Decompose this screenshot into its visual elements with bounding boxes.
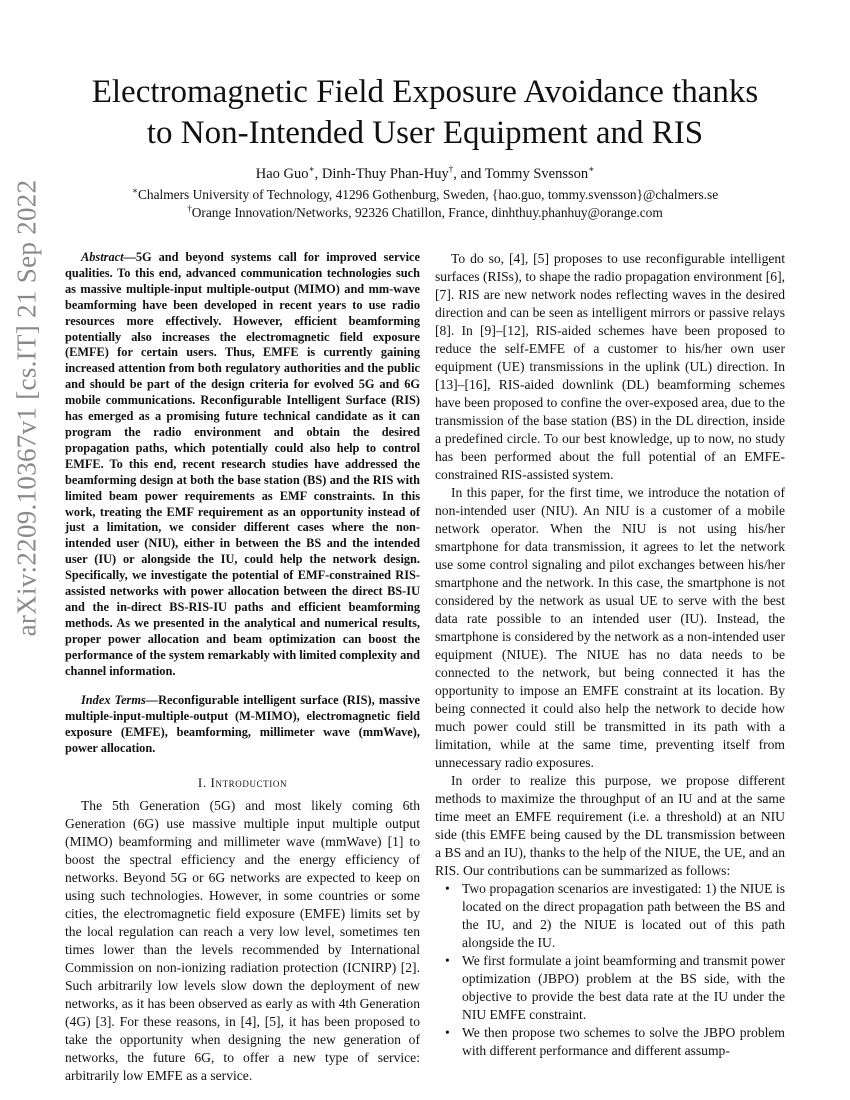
section-heading-introduction xyxy=(65,775,420,791)
abstract xyxy=(65,250,420,679)
index-terms xyxy=(65,693,420,757)
affiliation-1-text: Chalmers University of Technology, 41296 Gothenburg, Sweden, {hao.guo, tommy.svensson}@chalmers.se xyxy=(137,187,719,202)
title-line-2: to Non-Intended User Equipment and RIS xyxy=(146,115,704,151)
affiliation-1-mark: ∗ xyxy=(131,185,138,196)
abstract-text: —5G and beyond systems call for improved service qualities. To this end, advanced communication technologies such as massive multiple-input multiple-output (MIMO) and mm-wave beamforming have been developed in recent years to use radio resources more effectively. However, efficient beamforming potentially also increases the electromagnetic field exposure (EMFE) for certain users. Thus, EMFE is currently gaining increased attention from both regulatory authorities and the public and should be part of the design criteria for evolved 5G and 6G mobile communications. Reconfigurable Intelligent Surface (RIS) has emerged as a promising future technical candidate as it can program the radio environment and obtain the desired propagation paths, which potentially could also help to control EMFE. To this end, recent research studies have addressed the beamforming design at both the base station (BS) and the RIS with limited beam power requirements as EMF constraints. In this work, treating the EMF requirement as an opportunity instead of just a limitation, we consider different cases where the non-intended user (NIU), either in between the BS and the intended user (IU) or alongside the IU, could help the network design. Specifically, we investigate the potential of EMF-constrained RIS-assisted networks with power allocation between the direct BS-IU and the in-direct BS-RIS-IU paths and efficient beamforming methods. As we presented in the analytical and numerical results, proper power allocation and beam optimization can boost the performance of the system remarkably with limited complexity and channel information. xyxy=(65,250,420,678)
affiliation-2-text: Orange Innovation/Networks, 92326 Chatillon, France, dinhthuy.phanhuy@orange.com xyxy=(191,205,663,220)
bullet-glyph: • xyxy=(445,881,450,896)
author-1-mark: ∗ xyxy=(308,164,315,175)
title-line-1: Electromagnetic Field Exposure Avoidance thanks xyxy=(91,74,759,110)
author-3-mark: ∗ xyxy=(588,164,595,175)
index-terms-lead: Index Terms xyxy=(81,693,146,708)
affiliation-2 xyxy=(60,204,790,222)
intro-paragraph-1: The 5th Generation (5G) and most likely coming 6th Generation (6G) use massive multiple input multiple output (MIMO) beamforming and millimeter wave (mmWave) [1] to boost the spectral efficiency and the energy efficiency of networks. Beyond 5G or 6G networks are expected to keep on using such technologies. However, in some countries or some cities, the electromagnetic field exposure (EMFE) limits set by the local regulation can reach a very low level, sometimes ten times lower than the levels recommended by International Commission on non-ionizing radiation protection (ICNIRP) [2]. Such arbitrarily low levels slow down the deployment of new networks, as it has been observed as early as with 4th Generation (4G) [3]. For these reasons, in [4], [5], it has been proposed to take the opportunity when designing the new generation of networks, the future 6G, to offer a new type of service: arbitrarily low EMFE as a service. xyxy=(65,798,420,1084)
list-item-text: We then propose two schemes to solve the JBPO problem with different performance and different assump- xyxy=(462,1025,785,1058)
contributions-list xyxy=(435,880,785,1060)
section-title: Introduction xyxy=(210,775,288,791)
paper-title xyxy=(60,72,790,154)
author-list xyxy=(60,165,790,183)
arxiv-stamp xyxy=(6,128,48,688)
affiliation-1 xyxy=(60,186,790,204)
right-paragraph-2: In this paper, for the first time, we introduce the notation of non-intended user (NIU). An NIU is a customer of a mobile network operator. When the NIU is not using his/her smartphone for data transmission, it agrees to let the network use some control signaling and pilot exchanges between his/her smartphone and the network. In this case, the smartphone is not considered by the network as usual UE to serve with the best data rate possible to an intended user (IU). Instead, the smartphone is considered by the network as a non-intended user equipment (NIUE). The NIUE has no data needs to be connected to the network, but being connected it has the opportunity to impose an EMFE constraint at its location. By being connected it could also help the network to decide how much power could still be transmitted in its path with a limitation, while at the same time, preventing itself from unnecessary radio exposures. xyxy=(435,485,785,770)
list-item-text: Two propagation scenarios are investigated: 1) the NIUE is located on the direct propagation path between the BS and the IU, and 2) the NIUE is located out of this path alongside the IU. xyxy=(462,881,785,950)
arxiv-stamp-text: arXiv:2209.10367v1 [cs.IT] 21 Sep 2022 xyxy=(11,179,42,637)
author-1: Hao Guo xyxy=(255,166,309,182)
right-paragraph-3: In order to realize this purpose, we propose different methods to maximize the throughput of an IU and at the same time meet an EMFE requirement (i.e. a threshold) at an NIU side (this EMFE being caused by the DL transmission between a BS and an IU), thanks to the help of the NIUE, the UE, and an RIS. Our contributions can be summarized as follows: xyxy=(435,773,785,878)
list-item xyxy=(435,952,785,1024)
affiliation-2-mark: † xyxy=(187,203,192,214)
index-terms-text: —Reconfigurable intelligent surface (RIS), massive multiple-input-multiple-output (M-MIMO), electromagnetic field exposure (EMFE), beamforming, millimeter wave (mmWave), power allocation. xyxy=(65,693,420,756)
bullet-glyph: • xyxy=(445,953,450,968)
author-2-mark: † xyxy=(448,164,454,175)
bullet-glyph: • xyxy=(445,1025,450,1040)
right-column xyxy=(435,250,785,1060)
list-item xyxy=(435,880,785,952)
right-paragraph-1: To do so, [4], [5] proposes to use reconfigurable intelligent surfaces (RISs), to shape the radio propagation environment [6], [7]. RIS are new network nodes reflecting waves in the desired direction and can be seen as intelligent mirrors or passive relays [8]. In [9]–[12], RIS-aided schemes have been proposed to reduce the self-EMFE of a customer to his/her own user equipment (UE) transmissions in the uplink (UL) direction. In [13]–[16], RIS-aided downlink (DL) beamforming schemes have been proposed to confine the over-exposed area, due to the transmission of the base station (BS) in the DL direction, inside a predefined circle. To our best knowledge, up to now, no study has been performed about the full potential of an EMFE-constrained RIS-assisted system. xyxy=(435,251,785,482)
section-number: I. xyxy=(197,775,207,791)
author-3: , and Tommy Svensson xyxy=(453,166,589,182)
abstract-lead: Abstract xyxy=(81,250,124,264)
list-item xyxy=(435,1024,785,1060)
author-2: , Dinh-Thuy Phan-Huy xyxy=(314,166,449,182)
left-column xyxy=(65,250,420,1085)
list-item-text: We first formulate a joint beamforming and transmit power optimization (JBPO) problem at the BS side, with the objective to provide the best data rate at the IU under the NIU EMFE constraint. xyxy=(462,953,785,1022)
